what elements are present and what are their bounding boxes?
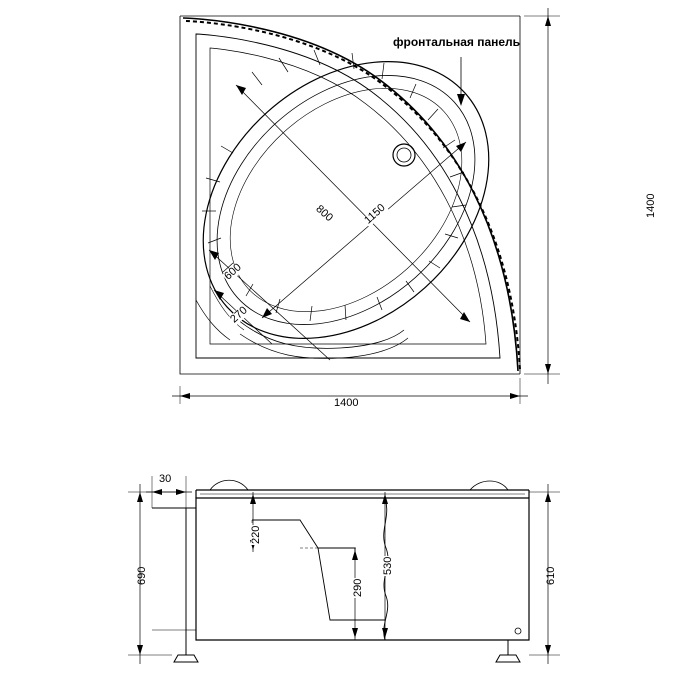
dim-label-610: 610: [545, 566, 557, 585]
tub-bowl-ellipse-inner: [168, 25, 524, 375]
dim-label-600: 600: [222, 261, 244, 283]
dim-1150-line: [236, 85, 470, 322]
rim-headrest-left: [210, 480, 248, 490]
tub-bowl-ellipse-outer: [148, 5, 544, 395]
front-view-drain: [515, 628, 521, 634]
front-view-outline: [196, 490, 529, 640]
seat-profile: [252, 520, 355, 560]
left-edge-detail: [196, 300, 230, 340]
dim-label-270: 270: [228, 304, 250, 326]
dim-label-220: 220: [250, 525, 262, 544]
dim-800-line: [262, 142, 466, 318]
dim-label-1400-right: 1400: [645, 193, 657, 218]
bath-rim-second: [210, 48, 486, 344]
support-frame: [152, 508, 520, 662]
dim-label-530: 530: [382, 556, 394, 575]
dim-label-1150: 1150: [362, 201, 388, 227]
drain-hole: [393, 144, 415, 166]
dim-label-1400-bottom: 1400: [334, 397, 359, 409]
front-panel-note: фронтальная панель: [393, 35, 521, 49]
dim-600-line: [209, 250, 330, 360]
rim-headrest-right: [470, 481, 508, 490]
dim-label-30: 30: [159, 473, 172, 485]
dim-1400-right: [524, 8, 560, 384]
dim-label-690: 690: [136, 566, 148, 585]
dim-label-290: 290: [352, 578, 364, 597]
front-panel-leader: [457, 57, 465, 106]
dim-label-800: 800: [313, 202, 336, 225]
